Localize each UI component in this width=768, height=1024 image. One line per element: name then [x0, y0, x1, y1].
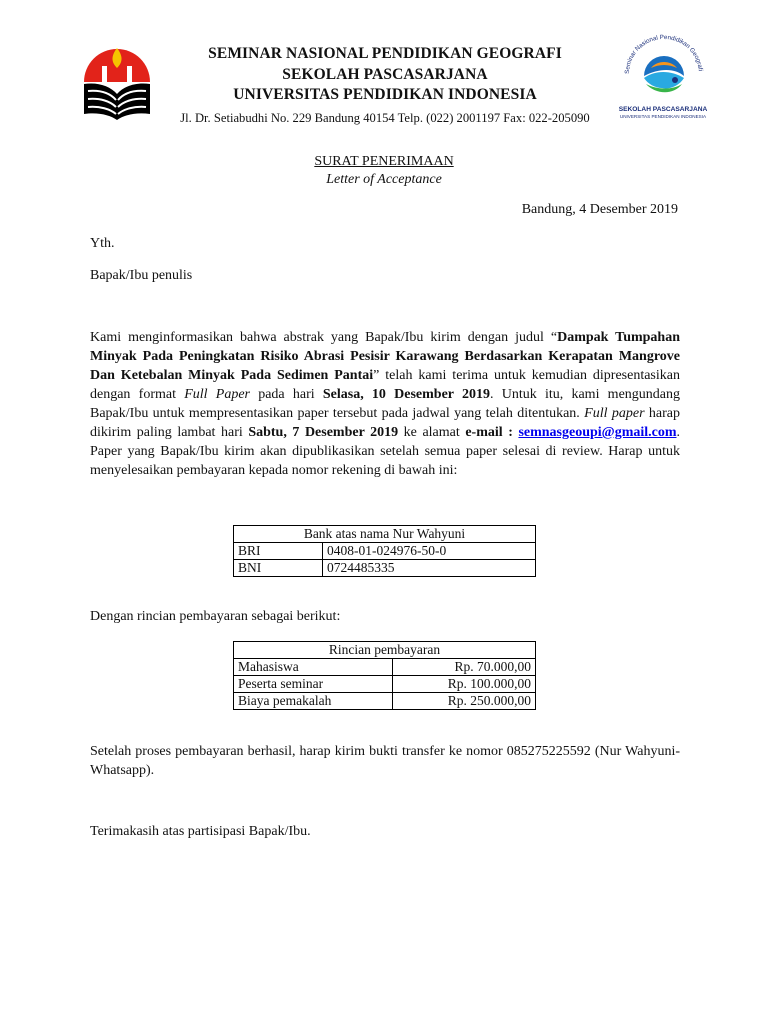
payment-amount: Rp. 100.000,00 [392, 676, 535, 693]
account-number: 0408-01-024976-50-0 [323, 543, 536, 560]
full-paper-term-2: Full paper [584, 406, 645, 421]
greeting: Yth. [90, 236, 115, 251]
logo-caption-1: SEKOLAH PASCASARJANA [618, 106, 708, 113]
letterhead [170, 44, 600, 127]
body-text-4: harap dikirim paling lambat hari [90, 406, 680, 440]
paper-title: Dampak Tumpahan Minyak Pada Peningkatan Risiko Abrasi Pesisir Karawang Berdasarkan Kerapatan Mangrove Dan Ketebalan Minyak Pada Sedimen Pantai [90, 330, 681, 383]
letterhead-line-3: UNIVERSITAS PENDIDIKAN INDONESIA [233, 86, 537, 103]
title-main: SURAT PENERIMAAN [314, 154, 454, 169]
payment-amount: Rp. 250.000,00 [392, 693, 535, 710]
body-text-6: . Paper yang Bapak/Ibu kirim akan dipublikasikan setelah semua paper selesai di review. Harap untuk menyelesaikan pembayaran kepada nomor rekening di bawah ini: [90, 425, 681, 478]
bank-name: BNI [234, 560, 323, 577]
body-text-3: . Untuk itu, kami mengundang Bapak/Ibu untuk mempresentasikan paper tersebut pada jadwal yang telah ditentukan. [90, 387, 680, 421]
table-row [234, 693, 536, 710]
bank-account-table [233, 525, 536, 577]
upi-logo [78, 44, 156, 122]
after-payment-note: Setelah proses pembayaran berhasil, harap kirim bukti transfer ke nomor 085275225592 (Nur Wahyuni-Whatsapp). [90, 744, 680, 778]
payment-item: Biaya pemakalah [234, 693, 393, 710]
payment-table-header: Rincian pembayaran [234, 642, 536, 659]
body-text-1: ” telah kami terima untuk kemudian dipresentasikan dengan format [90, 368, 680, 402]
table-row [234, 543, 536, 560]
payment-amount: Rp. 70.000,00 [392, 659, 535, 676]
table-row [234, 676, 536, 693]
letterhead-line-2: SEKOLAH PASCASARJANA [282, 65, 488, 83]
submission-deadline: Sabtu, 7 Desember 2019 [248, 425, 399, 440]
body-text-2: pada hari [249, 387, 323, 402]
semnas-globe-icon [615, 30, 711, 122]
letter-title [0, 153, 768, 189]
payment-item: Peserta seminar [234, 676, 393, 693]
table-row [234, 659, 536, 676]
body-text-5: ke alamat [398, 425, 466, 440]
email-link[interactable]: semnasgeoupi@gmail.com [518, 425, 677, 440]
bank-table-header: Bank atas nama Nur Wahyuni [234, 526, 536, 543]
letter-date: Bandung, 4 Desember 2019 [521, 202, 678, 217]
payment-table [233, 641, 536, 710]
title-subtitle: Letter of Acceptance [326, 172, 442, 187]
payment-intro: Dengan rincian pembayaran sebagai berikut: [90, 609, 341, 624]
payment-item: Mahasiswa [234, 659, 393, 676]
presentation-date: Selasa, 10 Desember 2019 [322, 387, 490, 402]
bank-table-header-row [234, 526, 536, 543]
logo-arc-text: Seminar Nasional Pendidikan Geografi [623, 33, 704, 75]
letterhead-address: Jl. Dr. Setiabudhi No. 229 Bandung 40154 Telp. (022) 2001197 Fax: 022-205090 [180, 110, 590, 125]
upi-emblem-icon [78, 44, 156, 122]
logo-caption-2: UNIVERSITAS PENDIDIKAN INDONESIA [619, 114, 707, 119]
account-number: 0724485335 [323, 560, 536, 577]
semnas-geografi-logo [615, 30, 711, 122]
letterhead-line-1: SEMINAR NASIONAL PENDIDIKAN GEOGRAFI [208, 45, 562, 62]
bank-name: BRI [234, 543, 323, 560]
table-row [234, 560, 536, 577]
closing: Terimakasih atas partisipasi Bapak/Ibu. [90, 824, 311, 839]
recipient: Bapak/Ibu penulis [90, 268, 193, 283]
full-paper-term-1: Full Paper [184, 387, 250, 402]
email-label: e-mail : [465, 425, 519, 440]
body-paragraph [90, 328, 680, 480]
body-intro: Kami menginformasikan bahwa abstrak yang Bapak/Ibu kirim dengan judul “ [90, 330, 558, 345]
payment-table-header-row [234, 642, 536, 659]
